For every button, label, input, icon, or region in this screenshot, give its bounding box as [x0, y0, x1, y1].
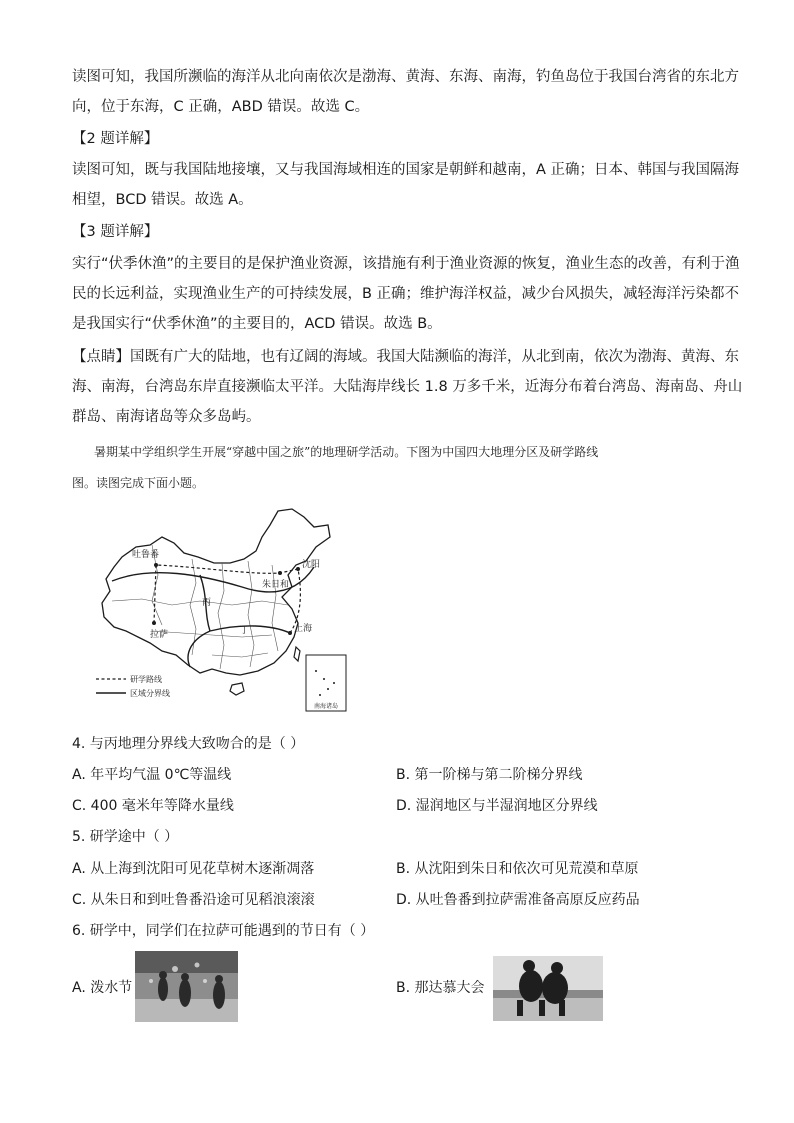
- photo-figure: [158, 977, 168, 1001]
- question-4-option-c[interactable]: C. 400 毫米年等降水量线: [72, 798, 234, 814]
- legend-route-label: 研学路线: [130, 675, 162, 684]
- photo-figure-head: [159, 971, 167, 979]
- label-shenyang: 沈阳: [302, 560, 321, 570]
- province-border: [248, 561, 254, 667]
- photo-wrestler-leg: [559, 1000, 565, 1016]
- label-ding: 丁: [240, 626, 250, 636]
- photo-figure: [213, 981, 225, 1009]
- text-line: 【点睛】国既有广大的陆地，也有辽阔的海域。我国大陆濒临的海洋，从北到南，依次为渤海、黄海、东: [72, 349, 739, 365]
- question-5-option-b[interactable]: B. 从沈阳到朱日和依次可见荒漠和草原: [396, 861, 639, 877]
- naadam-photo: [493, 956, 603, 1021]
- text-line: 读图可知，既与我国陆地接壤，又与我国海域相连的国家是朝鲜和越南，A 正确；日本、韩国与我国隔海: [72, 162, 740, 178]
- question-5-option-c[interactable]: C. 从朱日和到吐鲁番沿途可见稻浪滚滚: [72, 892, 315, 908]
- question-4-option-b[interactable]: B. 第一阶梯与第二阶梯分界线: [396, 767, 583, 783]
- province-border: [112, 599, 288, 605]
- text-line: 海、南海，台湾岛东岸直接濒临太平洋。大陆海岸线长 1.8 万多千米，近海分布着台湾岛、海南岛、舟山: [72, 379, 743, 395]
- text-line: 向，位于东海，C 正确，ABD 错误。故选 C。: [72, 99, 370, 115]
- province-border: [212, 653, 268, 657]
- label-bing: 丙: [202, 598, 212, 608]
- answer-paragraph-3: [72, 249, 740, 339]
- text-line: 是我国实行“伏季休渔”的主要目的，ACD 错误。故选 B。: [72, 316, 442, 332]
- question-4-stem: 4. 与丙地理分界线大致吻合的是（ ）: [72, 736, 305, 752]
- text-line: 暑期某中学组织学生开展“穿越中国之旅”的地理研学活动。下图为中国四大地理分区及研学路线: [94, 445, 599, 459]
- photo-wrestler: [519, 970, 543, 1002]
- photo-splash: [203, 979, 207, 983]
- photo-wrestler-leg: [539, 1000, 545, 1016]
- water-festival-photo: [135, 951, 238, 1022]
- map-legend: [96, 674, 170, 698]
- shenyang-marker: [296, 567, 300, 571]
- text-line: 图。读图完成下面小题。: [72, 476, 205, 490]
- section-heading-2: 【2 题详解】: [72, 131, 159, 147]
- inset-island: [327, 688, 329, 690]
- inset-label: 南海诸岛: [313, 703, 339, 710]
- china-region-map: [92, 505, 354, 715]
- photo-wrestler-head: [523, 960, 535, 972]
- province-borders: [112, 545, 288, 669]
- photo-splash: [149, 979, 153, 983]
- photo-figure-head: [181, 973, 189, 981]
- label-zhuri: 朱日和: [262, 580, 290, 590]
- province-border: [152, 631, 272, 637]
- photo-figure: [179, 979, 191, 1007]
- legend-boundary-label: 区域分界线: [130, 689, 170, 698]
- question-4-option-a[interactable]: A. 年平均气温 0℃等温线: [72, 767, 232, 783]
- map-labels: [132, 548, 320, 640]
- text-line: 群岛、南海诸岛等众多岛屿。: [72, 409, 261, 425]
- inset-island: [323, 678, 325, 680]
- inset-island: [315, 670, 317, 672]
- text-line: 读图可知，我国所濒临的海洋从北向南依次是渤海、黄海、东海、南海，钓鱼岛位于我国台湾省的东北方: [72, 69, 739, 85]
- answer-paragraph-1: [72, 62, 739, 122]
- question-6-option-b[interactable]: B. 那达慕大会: [396, 980, 485, 996]
- question-5-option-a[interactable]: A. 从上海到沈阳可见花草树木逐渐凋落: [72, 861, 315, 877]
- photo-wrestler: [542, 972, 568, 1004]
- question-6-stem: 6. 研学中，同学们在拉萨可能遇到的节日有（ ）: [72, 923, 375, 939]
- answer-paragraph-2: [72, 155, 740, 215]
- tips-paragraph: [72, 342, 743, 432]
- section-heading-3: 【3 题详解】: [72, 224, 159, 240]
- region-boundary: [188, 631, 210, 667]
- inset-island: [333, 682, 335, 684]
- question-intro: [72, 437, 722, 499]
- label-shanghai: 上海: [294, 624, 313, 634]
- text-line: 实行“伏季休渔”的主要目的是保护渔业资源，该措施有利于渔业资源的恢复，渔业生态的改善，有利于渔: [72, 256, 740, 272]
- shanghai-marker: [288, 631, 292, 635]
- photo-splash: [195, 963, 200, 968]
- hainan-island: [230, 683, 244, 695]
- label-tulufan: 吐鲁番: [132, 550, 160, 560]
- inset-island: [319, 694, 321, 696]
- tulufan-marker: [154, 563, 158, 567]
- photo-sky: [135, 951, 238, 973]
- province-border: [272, 565, 278, 651]
- province-border: [218, 563, 224, 669]
- lasa-marker: [152, 621, 156, 625]
- question-6-option-a[interactable]: A. 泼水节: [72, 980, 133, 996]
- text-line: 相望，BCD 错误。故选 A。: [72, 192, 253, 208]
- inset-map: [306, 655, 346, 711]
- label-lasa: 拉萨: [150, 630, 169, 640]
- question-5-stem: 5. 研学途中（ ）: [72, 829, 179, 845]
- taiwan-island: [294, 647, 300, 661]
- photo-splash: [172, 966, 178, 972]
- study-route: [154, 565, 300, 633]
- photo-figure-head: [215, 975, 223, 983]
- region-boundary: [210, 626, 290, 633]
- route-line: [154, 565, 300, 633]
- question-4-option-d[interactable]: D. 湿润地区与半湿润地区分界线: [396, 798, 598, 814]
- photo-wrestler-head: [551, 962, 563, 974]
- question-5-option-d[interactable]: D. 从吐鲁番到拉萨需准备高原反应药品: [396, 892, 640, 908]
- photo-wrestler-leg: [517, 1000, 523, 1016]
- zhuri-marker: [278, 571, 282, 575]
- text-line: 民的长远利益，实现渔业生产的可持续发展，B 正确；维护海洋权益，减少台风损失，减轻海洋污染都不: [72, 286, 740, 302]
